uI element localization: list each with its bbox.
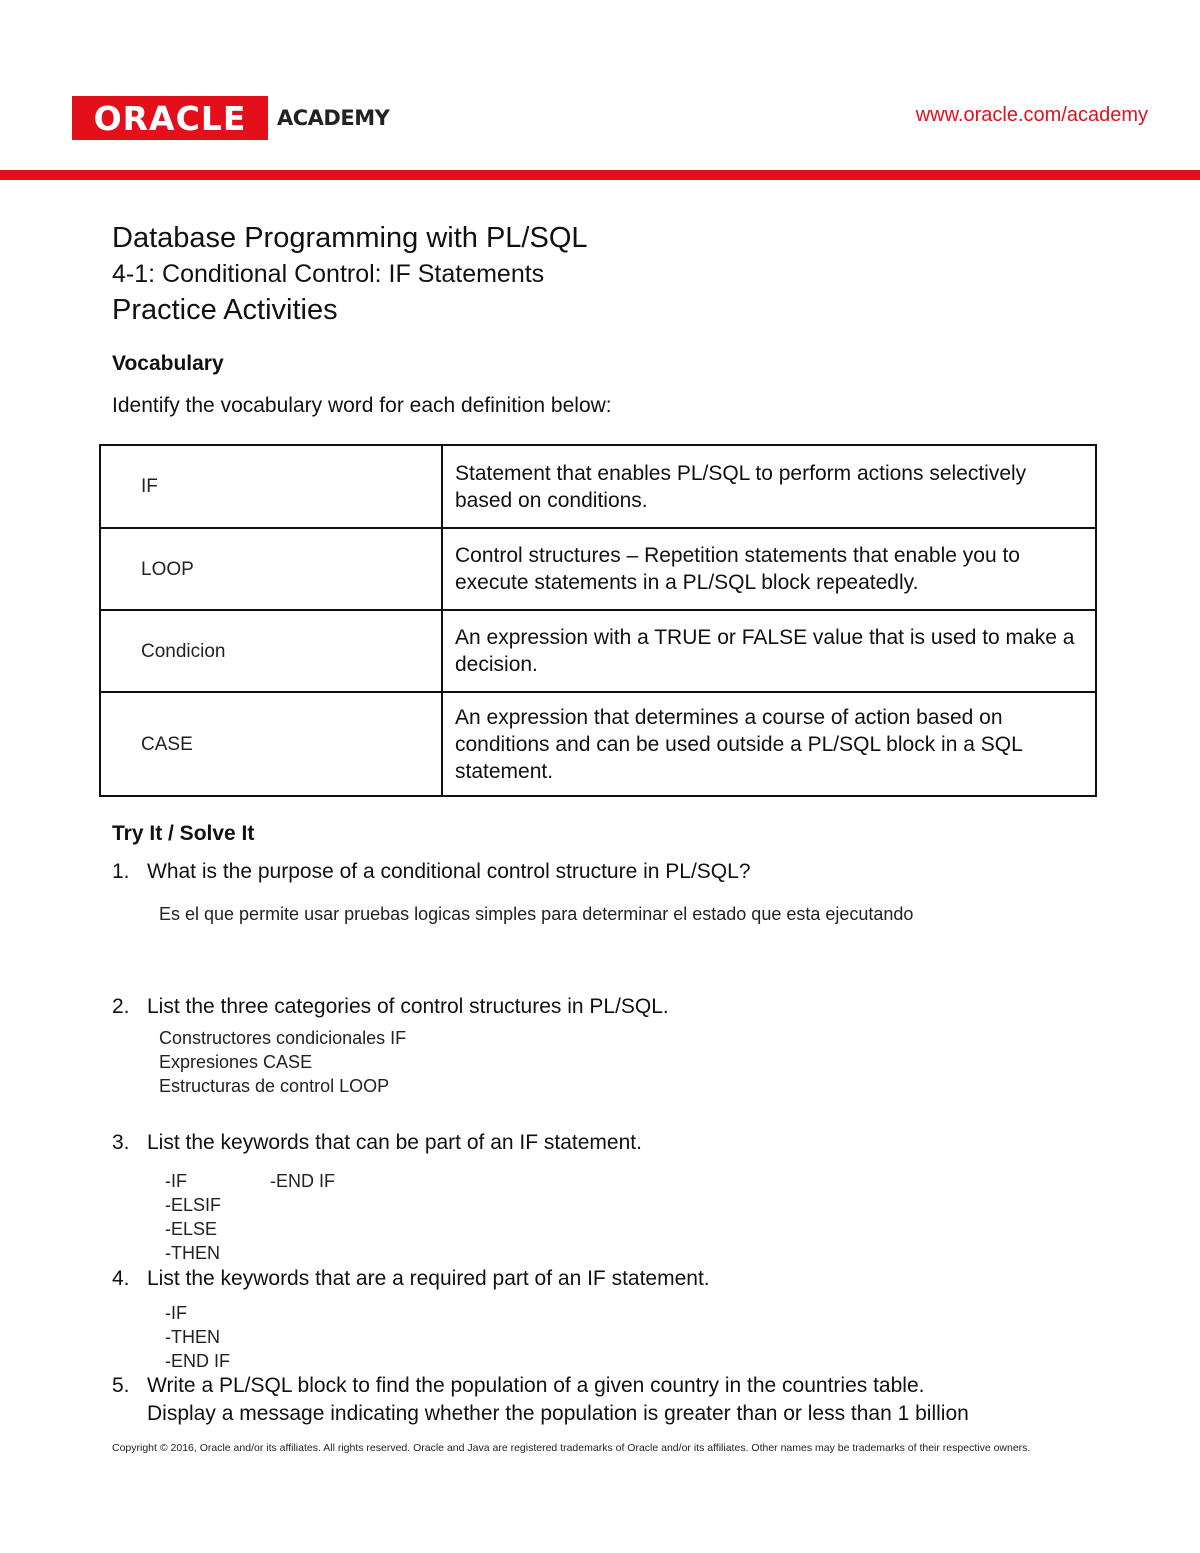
answer-text: Es el que permite usar pruebas logicas simples para determinar el estado que esta ejecutando bbox=[159, 904, 914, 924]
table-row bbox=[100, 610, 1096, 692]
term-cell: LOOP bbox=[100, 528, 442, 610]
course-title: Database Programming with PL/SQL bbox=[112, 222, 588, 254]
term-cell: CASE bbox=[100, 692, 442, 796]
logo-text: ORACLE bbox=[93, 98, 247, 138]
activity-title: Practice Activities bbox=[112, 294, 338, 326]
term-cell: IF bbox=[100, 445, 442, 528]
definition-cell: An expression that determines a course of action based on conditions and can be used outside a PL/SQL block in a SQL statement. bbox=[442, 692, 1096, 796]
vocabulary-table bbox=[99, 444, 1097, 797]
table-row bbox=[100, 528, 1096, 610]
definition-cell: An expression with a TRUE or FALSE value that is used to make a decision. bbox=[442, 610, 1096, 692]
table-row bbox=[100, 692, 1096, 796]
answer-line: -END IF bbox=[165, 1351, 230, 1371]
lesson-number: 4-1: bbox=[112, 260, 156, 288]
question-text: Write a PL/SQL block to find the population of a given country in the countries table. bbox=[147, 1374, 925, 1397]
term-cell: Condicion bbox=[100, 610, 442, 692]
definition-cell: Control structures – Repetition statements that enable you to execute statements in a PL/SQL block repeatedly. bbox=[442, 528, 1096, 610]
answer-line: -THEN bbox=[165, 1243, 220, 1263]
question-text: What is the purpose of a conditional control structure in PL/SQL? bbox=[147, 860, 751, 883]
answer-block bbox=[159, 1026, 406, 1098]
definition-cell: Statement that enables PL/SQL to perform actions selectively based on conditions. bbox=[442, 445, 1096, 528]
oracle-logo bbox=[72, 96, 268, 140]
question-text: List the keywords that are a required part of an IF statement. bbox=[147, 1267, 710, 1290]
answer-line: -THEN bbox=[165, 1327, 220, 1347]
answer-block bbox=[165, 1169, 221, 1265]
vocabulary-heading: Vocabulary bbox=[112, 352, 224, 375]
answer-line: -IF bbox=[165, 1171, 187, 1191]
question-number: 2. bbox=[112, 995, 130, 1018]
academy-link[interactable]: www.oracle.com/academy bbox=[915, 104, 1148, 126]
answer-line: Estructuras de control LOOP bbox=[159, 1076, 390, 1096]
question-number: 3. bbox=[112, 1131, 130, 1154]
vocabulary-instruction: Identify the vocabulary word for each definition below: bbox=[112, 394, 612, 417]
answer-line: -END IF bbox=[270, 1171, 335, 1191]
answer-line: -ELSIF bbox=[165, 1195, 222, 1215]
question-text-continued: Display a message indicating whether the population is greater than or less than 1 billion bbox=[147, 1402, 969, 1425]
lesson-title bbox=[112, 260, 544, 289]
question-number: 4. bbox=[112, 1267, 130, 1290]
logo-academy-label: ACADEMY bbox=[277, 106, 390, 130]
practice-heading: Try It / Solve It bbox=[112, 822, 255, 845]
question-text: List the three categories of control structures in PL/SQL. bbox=[147, 995, 669, 1018]
answer-line: Constructores condicionales IF bbox=[159, 1028, 407, 1048]
header-divider bbox=[0, 170, 1200, 180]
copyright-footer: Copyright © 2016, Oracle and/or its affiliates. All rights reserved. Oracle and Java are registered trademarks of Oracle and/or its affiliates. Other names may be trademarks of their respective owners. bbox=[112, 1442, 1031, 1454]
answer-line: -ELSE bbox=[165, 1219, 218, 1239]
answer-block bbox=[165, 1301, 230, 1373]
question-number: 1. bbox=[112, 860, 130, 883]
question-number: 5. bbox=[112, 1374, 130, 1397]
lesson-name: Conditional Control: IF Statements bbox=[162, 260, 545, 288]
table-row bbox=[100, 445, 1096, 528]
question-text: List the keywords that can be part of an IF statement. bbox=[147, 1131, 642, 1154]
answer-line: Expresiones CASE bbox=[159, 1052, 313, 1072]
answer-line: -IF bbox=[165, 1303, 187, 1323]
